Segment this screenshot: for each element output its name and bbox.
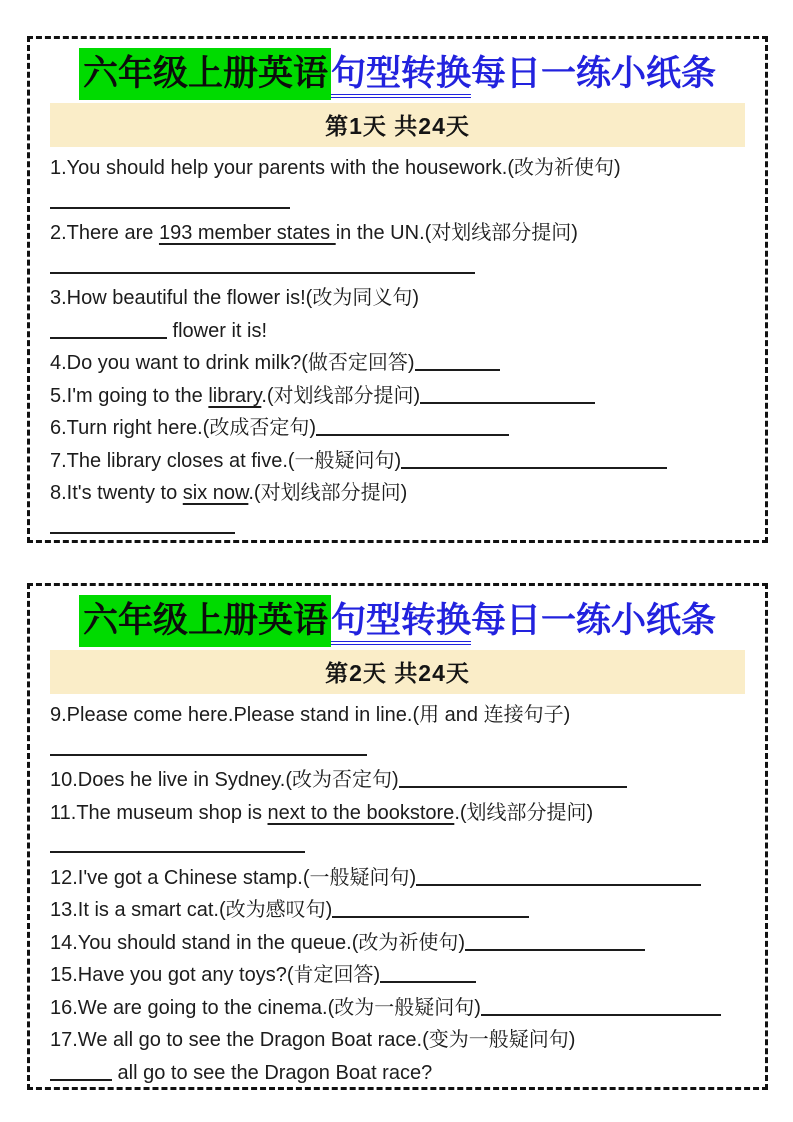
question-line	[50, 152, 745, 185]
questions-list	[50, 699, 745, 1089]
question-text: 5.I'm going to the	[50, 384, 209, 407]
question-text: 7.The library closes at five.(一般疑问句)	[50, 449, 402, 472]
question-line	[50, 217, 745, 250]
question-line	[50, 445, 745, 478]
question-line	[50, 477, 745, 510]
question-text: 15.Have you got any toys?(肯定回答)	[50, 964, 381, 987]
title-rest: 每日一练小纸条	[471, 601, 717, 640]
answer-blank	[50, 1076, 112, 1081]
underlined-phrase: next to the bookstore	[267, 801, 455, 824]
question-line	[50, 732, 745, 765]
question-text: 12.I've got a Chinese stamp.(一般疑问句)	[50, 866, 417, 889]
question-text: 2.There are	[50, 222, 159, 245]
answer-blank	[399, 783, 627, 788]
answer-blank	[50, 204, 290, 209]
worksheet-title	[50, 51, 745, 97]
question-text: .(划线部分提问)	[454, 801, 594, 824]
question-line	[50, 927, 745, 960]
question-line	[50, 764, 745, 797]
question-line	[50, 894, 745, 927]
question-text: .(对划线部分提问)	[261, 384, 421, 407]
title-topic-underlined: 句型转换	[331, 601, 471, 645]
answer-blank	[481, 1011, 721, 1016]
answer-blank	[316, 431, 509, 436]
question-line	[50, 959, 745, 992]
day-banner: 第1天 共24天	[50, 103, 745, 147]
question-text: 4.Do you want to drink milk?(做否定回答)	[50, 352, 415, 375]
question-line	[50, 282, 745, 315]
answer-blank	[401, 464, 667, 469]
question-text: 10.Does he live in Sydney.(改为否定句)	[50, 769, 399, 792]
answer-blank	[332, 913, 529, 918]
underlined-phrase: 193 member states	[158, 222, 336, 245]
question-line	[50, 185, 745, 218]
question-text: 6.Turn right here.(改成否定句)	[50, 417, 316, 440]
question-line	[50, 380, 745, 413]
question-text: in the UN.(对划线部分提问)	[335, 222, 578, 245]
answer-blank	[50, 529, 235, 534]
underlined-phrase: six now	[182, 482, 249, 505]
underlined-phrase: library	[208, 384, 262, 407]
question-text: 17.We all go to see the Dragon Boat race.(变为一般疑问句)	[50, 1029, 576, 1052]
question-line	[50, 315, 745, 348]
question-line	[50, 829, 745, 862]
question-line	[50, 797, 745, 830]
question-line	[50, 1024, 745, 1057]
answer-blank	[50, 334, 167, 339]
question-text: .(对划线部分提问)	[248, 482, 408, 505]
worksheet-title	[50, 598, 745, 644]
answer-blank	[416, 881, 701, 886]
title-grade-highlight: 六年级上册英语	[79, 48, 331, 100]
worksheet-card-day2	[27, 583, 768, 1090]
question-text: 8.It's twenty to	[50, 482, 183, 505]
title-rest: 每日一练小纸条	[471, 54, 717, 93]
answer-blank	[50, 751, 367, 756]
answer-blank	[420, 399, 595, 404]
question-text: flower it is!	[167, 319, 268, 342]
question-line	[50, 412, 745, 445]
day-banner: 第2天 共24天	[50, 650, 745, 694]
question-line	[50, 510, 745, 543]
title-grade-highlight: 六年级上册英语	[79, 595, 331, 647]
question-text: 13.It is a smart cat.(改为感叹句)	[50, 899, 333, 922]
question-text: 1.You should help your parents with the housework.(改为祈使句)	[50, 157, 621, 180]
answer-blank	[50, 269, 475, 274]
question-line	[50, 862, 745, 895]
answer-blank	[50, 848, 305, 853]
question-line	[50, 992, 745, 1025]
answer-blank	[415, 366, 500, 371]
question-text: all go to see the Dragon Boat race?	[112, 1061, 433, 1084]
answer-blank	[380, 978, 476, 983]
question-text: 14.You should stand in the queue.(改为祈使句)	[50, 931, 466, 954]
title-topic-underlined: 句型转换	[331, 54, 471, 98]
question-line	[50, 347, 745, 380]
question-line	[50, 250, 745, 283]
question-line	[50, 699, 745, 732]
question-text: 16.We are going to the cinema.(改为一般疑问句)	[50, 996, 481, 1019]
question-line	[50, 1057, 745, 1090]
question-text: 3.How beautiful the flower is!(改为同义句)	[50, 287, 420, 310]
questions-list	[50, 152, 745, 542]
question-text: 11.The museum shop is	[50, 801, 268, 824]
worksheet-card-day1	[27, 36, 768, 543]
question-text: 9.Please come here.Please stand in line.(用 and 连接句子)	[50, 704, 571, 727]
answer-blank	[465, 946, 645, 951]
